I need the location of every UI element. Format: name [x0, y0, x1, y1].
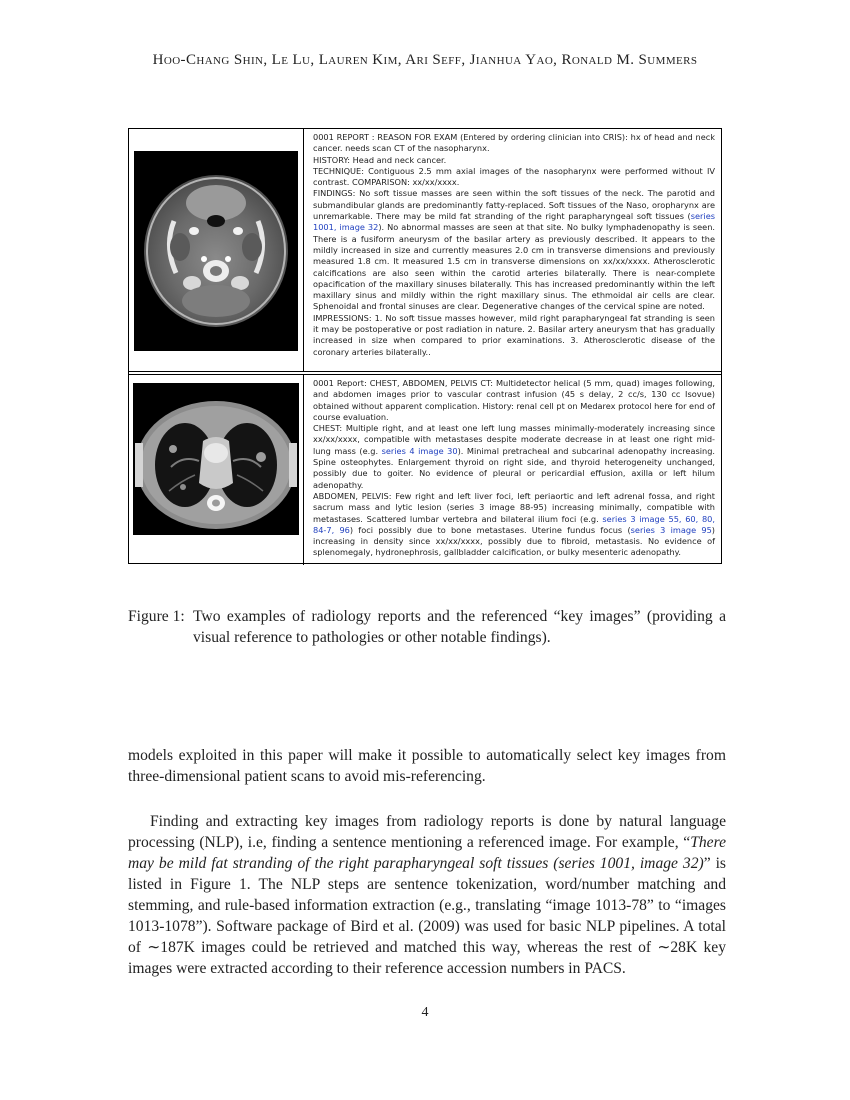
report-2-abdomen-image-reference-1: series 3 image 55, 60, 80, 84-7, 96 [313, 513, 715, 535]
report-2-abdomen-text-a: ABDOMEN, PELVIS: Few right and left liver foci, left periaortic and left adrenal fossa, and right sacrum mass and lytic lesion (series 3 image 88-95) increasing minimally, compatible with metastases. Scattered lumbar vertebra and bilateral ilium foci (e.g. [313, 490, 715, 524]
report-2-abdomen [313, 491, 715, 559]
report-1-history: HISTORY: Head and neck cancer. [313, 154, 447, 165]
report-2-abdomen-image-reference-2: series 3 image 95 [630, 524, 712, 535]
report-1-findings [313, 188, 715, 312]
body-paragraph-2-quote: There may be mild fat stranding of the right parapharyngeal soft tissues (series 1001, image 32) [128, 834, 726, 872]
report-2-chest-image-reference: series 4 image 30 [381, 445, 458, 456]
body-paragraph-2-text-a: Finding and extracting key images from radiology reports is done by natural language processing (NLP), i.e, finding a sentence mentioning a referenced image. For example, “ [128, 813, 726, 851]
figure-image-cell-1 [129, 129, 304, 371]
figure-image-cell-2 [129, 375, 304, 565]
figure-caption [128, 606, 726, 648]
report-2-text [313, 378, 715, 559]
report-2-chest [313, 423, 715, 491]
report-2-abdomen-text-b: ) foci possibly due to bone metastases. Uterine fundus focus ( [349, 524, 631, 535]
report-1-reason: 0001 REPORT : REASON FOR EXAM (Entered by ordering clinician into CRIS): hx of head and neck cancer. needs scan CT of the nasopharynx. [313, 132, 715, 154]
figure-caption-label: Figure 1: [128, 608, 185, 625]
body-paragraph-2 [128, 811, 726, 979]
figure-1-table [128, 128, 722, 564]
report-2-header: 0001 Report: CHEST, ABDOMEN, PELVIS CT: Multidetector helical (5 mm, quad) images following, and abdomen images prior to vascular contrast infusion (45 s delay, 2 cc/s, 130 cc Isovue) obtained without apparent complication. History: renal cell pt on Medarex protocol here for end of course evaluation. [313, 378, 715, 422]
report-1-text [313, 132, 715, 358]
report-2-chest-text-b: ). Minimal pretracheal and subcarinal adenopathy increasing. Spine osteophytes. Enlargement thyroid on right side, and thyroid heterogeneity unchanged, possibly due to goiter. No evidence of pleural or pericardial effusion, axilla or left hilum adenopathy. [313, 445, 715, 490]
report-1-findings-text-a: FINDINGS: No soft tissue masses are seen within the soft tissues of the neck. The parotid and submandibular glands are predominantly fatty-replaced. Soft tissues of the Naso, oropharynx are unremarkable. There may be mild fat stranding of the right parapharyngeal soft tissues ( [313, 188, 715, 222]
report-1-technique: TECHNIQUE: Contiguous 2.5 mm axial images of the nasopharynx were performed without IV contrast. COMPARISON: xx/xx/xxxx. [313, 165, 715, 188]
running-header-authors: Hoo-Chang Shin, Le Lu, Lauren Kim, Ari Seff, Jianhua Yao, Ronald M. Summers [152, 52, 698, 68]
report-1-image-reference: series 1001, image 32 [313, 211, 715, 233]
figure-caption-text: Two examples of radiology reports and the referenced “key images” (providing a visual reference to pathologies or other notable findings). [193, 608, 726, 646]
chest-ct-image [133, 383, 299, 535]
report-2-chest-text-a: CHEST: Multiple right, and at least one left lung masses minimally-moderately increasing since xx/xx/xxxx, compatible with metastases despite moderate decrease in at least one right mid-lung mass (e.g. [313, 423, 715, 456]
figure-row-1 [129, 129, 721, 372]
body-paragraph-1: models exploited in this paper will make it possible to automatically select key images from three-dimensional patient scans to avoid mis-referencing. [128, 747, 726, 785]
figure-row-2 [129, 374, 721, 565]
report-1-impressions: IMPRESSIONS: 1. No soft tissue masses however, mild right parapharyngeal fat stranding is seen it may be postoperative or post radiation in nature. 2. Basilar artery aneurysm that has gradually increased in size when compared to prior examinations. 3. Atherosclerotic disease of the coronary arteries bilaterally.. [313, 312, 715, 357]
report-1-findings-text-b: ). No abnormal masses are seen at that site. No bulky lymphadenopathy is seen. There is a fusiform aneurysm of the basilar artery as previously described. It appears to the mildly increased in size and currently measures 2.0 cm in transverse dimensions and previously measured 1.8 cm. It measured 1.5 cm in transverse dimensions on xx/xx/xxxx. Atherosclerotic calcifications are also seen within the carotid arteries bilaterally. There is near-complete opacification of the maxillary sinuses bilaterally. This has increased predominantly within the left maxillary sinus and mildly within the right maxillary sinus. The ethmoidal air cells are clear. Sphenoidal and frontal sinuses are clear. Degenerative changes of the cervical spine are noted. [313, 222, 715, 312]
report-2-abdomen-text-c: ) increasing in density since xx/xx/xxxx, possibly due to fibroid, metastasis. No evidence of splenomegaly, hydronephrosis, gallbladder calcification, or bulky mesenteric adenopathy. [313, 524, 715, 558]
head-neck-ct-image [134, 151, 298, 351]
page-number: 4 [421, 1005, 429, 1020]
body-paragraph-2-text-b: ” is listed in Figure 1. The NLP steps are sentence tokenization, word/number matching and stemming, and rule-based information extraction (e.g., translating “image 1013-78” to “images 1013-1078”). Software package of Bird et al. (2009) was used for basic NLP pipelines. A total of ∼187K images could be retrieved and matched this way, whereas the rest of ∼28K key images were extracted according to their reference accession numbers in PACS. [128, 855, 726, 977]
